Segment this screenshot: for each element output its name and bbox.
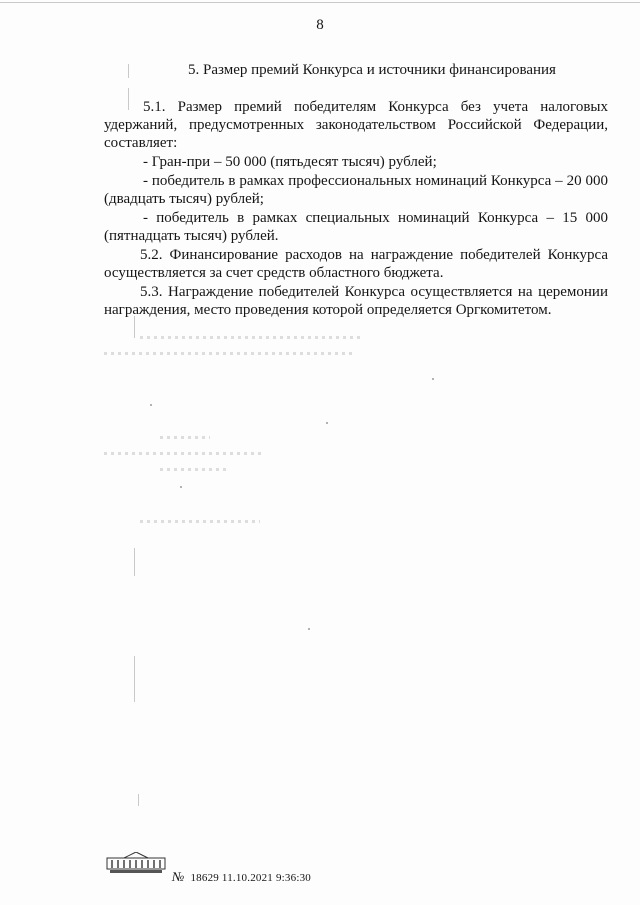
document-body — [104, 98, 608, 319]
building-stamp-icon — [106, 852, 166, 874]
page-number: 8 — [316, 17, 324, 33]
scan-ghost-text-2 — [104, 352, 354, 355]
scan-ghost-text-5 — [160, 468, 230, 471]
registration-number-date: 18629 11.10.2021 9:36:30 — [190, 872, 311, 884]
section-title: 5. Размер премий Конкурса и источники финансирования — [188, 62, 556, 78]
registration-number-sign: № — [172, 869, 185, 884]
scan-artifact-left-6 — [138, 794, 139, 806]
scan-ghost-text-3 — [160, 436, 210, 439]
scan-artifact-left-1 — [128, 64, 129, 78]
paragraph-5-3: 5.3. Награждение победителей Конкурса осуществляется на церемонии награждения, место проведения которой определяется Оргкомитетом. — [104, 284, 608, 318]
scan-speck-1 — [432, 378, 434, 380]
scan-ghost-text-4 — [104, 452, 264, 455]
scan-ghost-text-6 — [140, 520, 260, 523]
list-item-grand-prix: - Гран-при – 50 000 (пятьдесят тысяч) рублей; — [143, 154, 437, 170]
scan-speck-5 — [308, 628, 310, 630]
scan-artifact-top — [0, 2, 640, 3]
registration-line — [172, 869, 311, 885]
scan-artifact-left-4 — [134, 548, 135, 576]
scan-speck-3 — [326, 422, 328, 424]
scan-speck-4 — [180, 486, 182, 488]
scan-ghost-text-1 — [140, 336, 360, 339]
list-item-special: - победитель в рамках специальных номинаций Конкурса – 15 000 (пятнадцать тысяч) рублей. — [104, 210, 608, 244]
paragraph-5-1: 5.1. Размер премий победителям Конкурса без учета налоговых удержаний, предусмотренных законодательством Российской Федерации, составляет: — [104, 99, 608, 151]
paragraph-5-2: 5.2. Финансирование расходов на награждение победителей Конкурса осуществляется за счет средств областного бюджета. — [104, 247, 608, 281]
list-item-professional: - победитель в рамках профессиональных номинаций Конкурса – 20 000 (двадцать тысяч) рублей; — [104, 173, 608, 207]
scan-speck-2 — [150, 404, 152, 406]
scan-artifact-left-5 — [134, 656, 135, 702]
scan-artifact-left-3 — [134, 316, 135, 338]
